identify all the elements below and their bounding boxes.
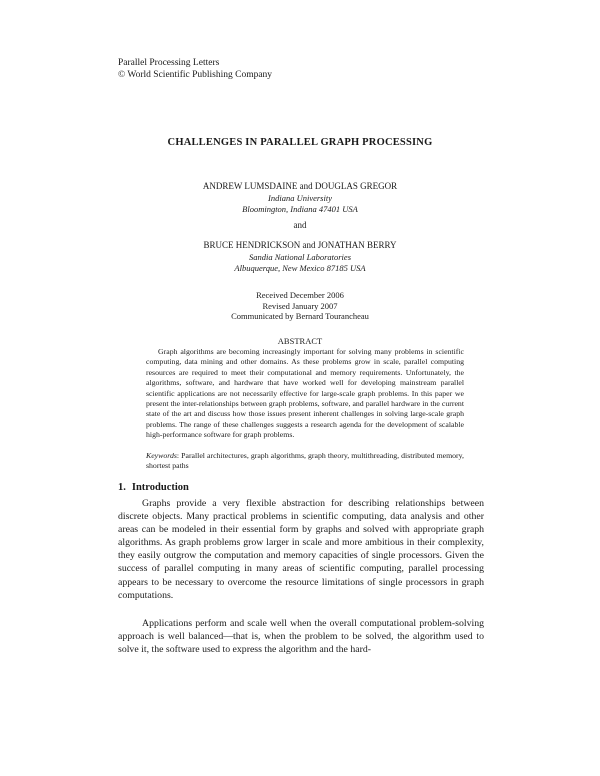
author-names: ANDREW LUMSDAINE and DOUGLAS GREGOR [202, 181, 398, 191]
section-number: 1. [118, 482, 126, 493]
dates-block [0, 290, 600, 322]
copyright-line: © World Scientific Publishing Company [118, 70, 273, 80]
affiliation-location: Albuquerque, New Mexico 87185 USA [234, 262, 366, 273]
received-date: Received December 2006 [256, 290, 344, 300]
abstract-text: Graph algorithms are becoming increasingly important for solving many problems in scientific computing, data mining and other domains. As these problems grow in scale, parallel computing resources are required to meet their computational and memory requirements. Unfortunately, the algorithms, software, and hardware that have worked well for developing mainstream parallel scientific applications are not necessarily effective for large-scale graph problems. In this paper we present the inter-relationships between graph problems, software, and parallel hardware in the current state of the art and discuss how those issues present inherent challenges in solving large-scale graph problems. The range of these challenges suggests a research agenda for the development of scalable high-performance software for graph problems. [146, 347, 464, 440]
communicated-by: Communicated by Bernard Tourancheau [231, 311, 369, 321]
affiliation: Indiana University [268, 192, 332, 203]
revised-date: Revised January 2007 [262, 300, 338, 311]
paper-title: CHALLENGES IN PARALLEL GRAPH PROCESSING [167, 137, 433, 148]
body-paragraph: Applications perform and scale well when the overall computational problem-solving approach is well balanced—that is, when the problem to be solved, the algorithm used to solve it, the software used to express the algorithm and the hard- [118, 618, 484, 656]
keywords-text: Parallel architectures, graph algorithms, graph theory, multithreading, distributed memory, shortest paths [146, 451, 464, 471]
author-group-2 [0, 240, 600, 274]
and-separator: and [293, 220, 307, 230]
body-paragraph: Graphs provide a very flexible abstraction for describing relationships between discrete objects. Many practical problems in scientific computing, data analysis and other areas can be modeled in their essential form by graphs and solved with appropriate graph algorithms. As graph problems grow larger in scale and more ambitious in their complexity, they easily outgrow the computation and memory capacities of single processors. Given the success of parallel computing in many areas of scientific computing, parallel processing appears to be necessary to overcome the resource limitations of single processors in graph computations. [118, 498, 484, 601]
journal-name: Parallel Processing Letters [118, 58, 220, 68]
affiliation: Sandia National Laboratories [248, 251, 351, 262]
abstract-heading: ABSTRACT [277, 336, 323, 346]
affiliation-location: Bloomington, Indiana 47401 USA [242, 203, 358, 214]
section-title: Introduction [131, 482, 189, 493]
author-group-1 [0, 181, 600, 215]
section-heading [118, 482, 189, 493]
keywords: Keywords: Parallel architectures, graph algorithms, graph theory, multithreading, distributed memory, shortest paths [146, 451, 464, 471]
journal-header [118, 57, 272, 81]
author-names: BRUCE HENDRICKSON and JONATHAN BERRY [203, 240, 397, 250]
keywords-label: Keywords [146, 451, 177, 460]
